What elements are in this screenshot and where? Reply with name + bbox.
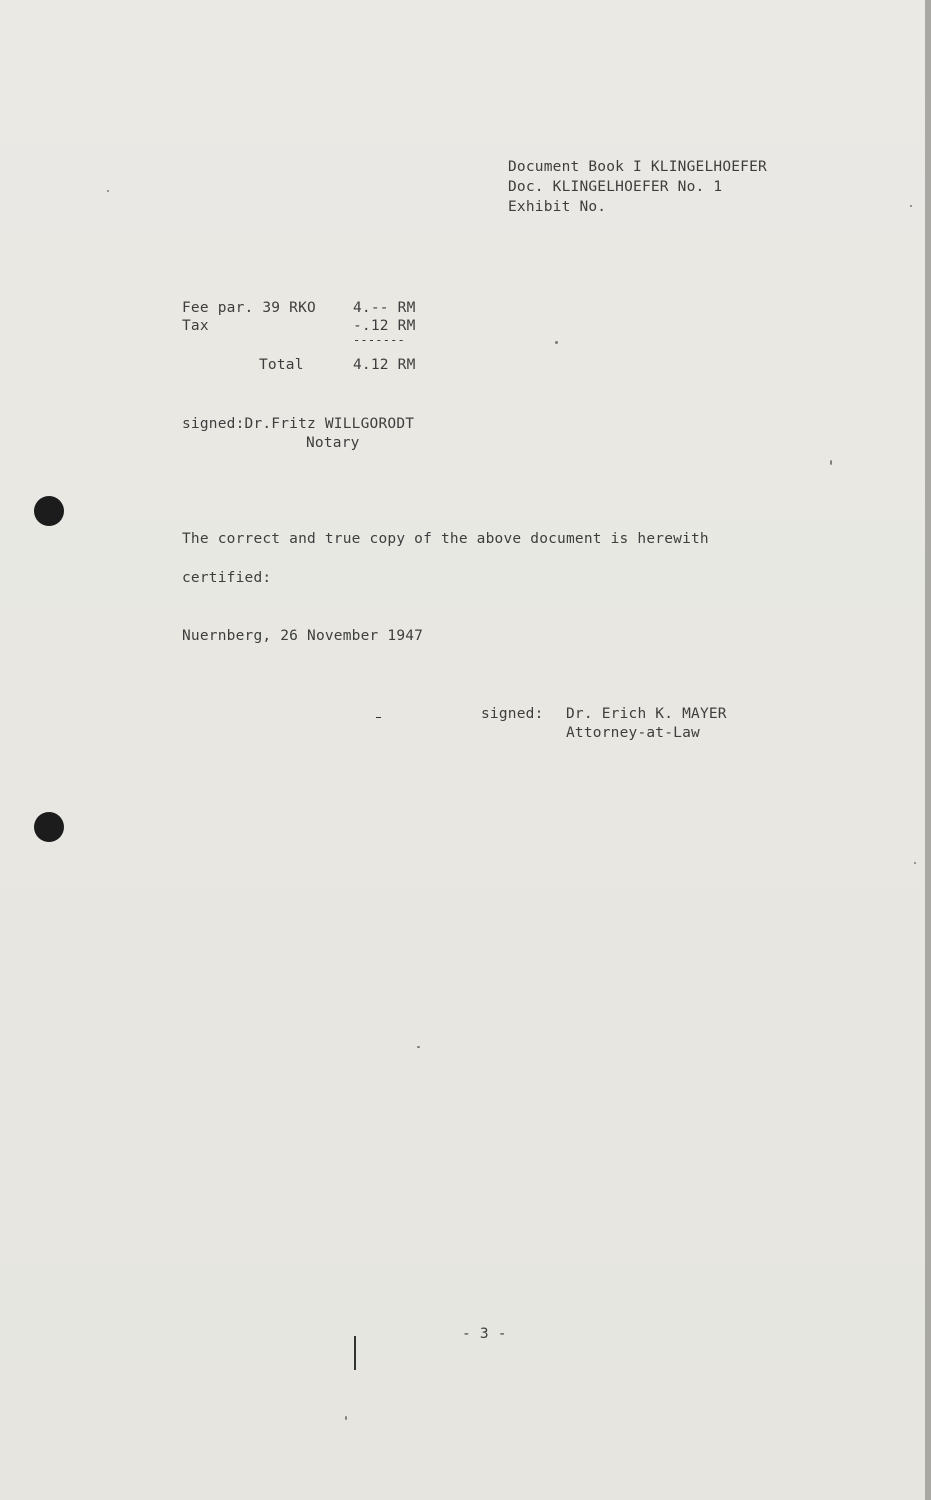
speck [910, 205, 912, 207]
attorney-title: Attorney-at-Law [566, 725, 700, 741]
attorney-name: Dr. Erich K. MAYER [566, 706, 727, 722]
certification-text: The correct and true copy of the above document is herewith [182, 531, 709, 547]
header-exhibit-number: Exhibit No. [508, 199, 607, 215]
punch-hole-top [34, 496, 64, 526]
punch-hole-bottom [34, 812, 64, 842]
speck [914, 862, 916, 864]
notary-signature: signed:Dr.Fritz WILLGORODT [182, 416, 415, 432]
total-label: Total [259, 357, 304, 373]
tax-row-label: Tax [182, 318, 209, 334]
speck [555, 341, 558, 344]
page-edge [925, 0, 931, 1500]
speck [345, 1416, 347, 1420]
tax-row-value: -.12 RM [353, 318, 416, 334]
place-and-date: Nuernberg, 26 November 1947 [182, 628, 424, 644]
fee-row-value: 4.-- RM [353, 300, 416, 316]
total-value: 4.12 RM [353, 357, 416, 373]
pencil-mark [354, 1336, 356, 1370]
certification-text-continued: certified: [182, 570, 272, 586]
speck [830, 460, 832, 465]
fee-row-label: Fee par. 39 RKO [182, 300, 316, 316]
attorney-signed-label: signed: [481, 706, 544, 722]
dash-mark [376, 717, 381, 718]
page-number: - 3 - [462, 1326, 507, 1342]
fee-separator: ------- [353, 333, 405, 347]
notary-title: Notary [306, 435, 360, 451]
speck [107, 190, 109, 192]
header-doc-number: Doc. KLINGELHOEFER No. 1 [508, 179, 723, 195]
header-document-book: Document Book I KLINGELHOEFER [508, 159, 767, 175]
speck [417, 1046, 420, 1048]
